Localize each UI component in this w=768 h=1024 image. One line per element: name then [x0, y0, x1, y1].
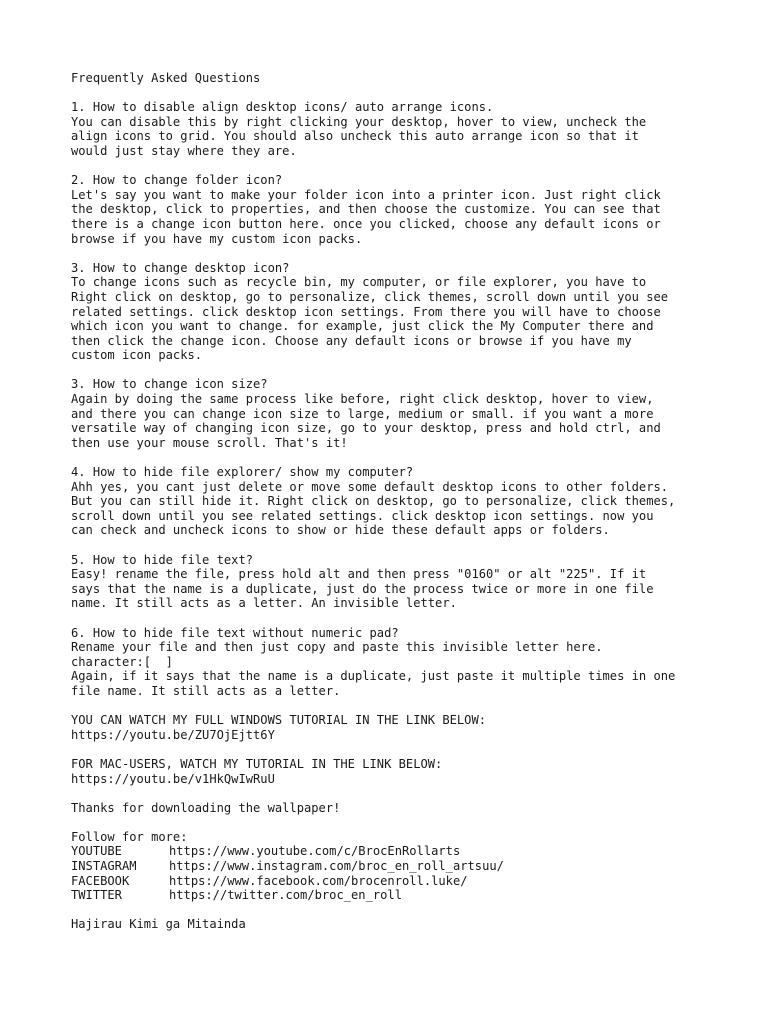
windows-tutorial [71, 713, 751, 742]
spacer [71, 815, 751, 830]
spacer [71, 611, 751, 626]
faq-item-3 [71, 261, 751, 363]
faq-item-7 [71, 626, 751, 699]
spacer [71, 699, 751, 714]
spacer [71, 538, 751, 553]
spacer [71, 786, 751, 801]
faq-question: 3. How to change icon size? [71, 377, 268, 392]
faq-question: 6. How to hide file text without numeric pad? [71, 625, 399, 640]
mac-tutorial-link[interactable]: https://youtu.be/v1HkQwIwRuU [71, 771, 275, 786]
faq-question: 2. How to change folder icon? [71, 173, 283, 188]
windows-tutorial-link[interactable]: https://youtu.be/ZU7OjEjtt6Y [71, 727, 275, 742]
social-name: INSTAGRAM [71, 859, 137, 874]
faq-answer-line: browse if you have my custom icon packs. [71, 231, 363, 246]
instagram-link[interactable]: https://www.instagram.com/broc_en_roll_artsuu/ [169, 859, 504, 874]
mac-tutorial-text: FOR MAC-USERS, WATCH MY TUTORIAL IN THE LINK BELOW: [71, 756, 443, 771]
faq-question: 4. How to hide file explorer/ show my computer? [71, 465, 414, 480]
faq-answer-line: would just stay where they are. [71, 143, 297, 158]
faq-answer-line: Let's say you want to make your folder icon into a printer icon. Just right click [71, 187, 661, 202]
mac-tutorial [71, 757, 751, 786]
faq-answer-line: then use your mouse scroll. That's it! [71, 435, 348, 450]
social-row-youtube [71, 844, 751, 859]
faq-item-1 [71, 100, 751, 158]
faq-answer-line: which icon you want to change. for example, just click the My Computer there and [71, 319, 654, 334]
faq-answer-line: Again by doing the same process like before, right click desktop, hover to view, [71, 392, 654, 407]
signoff: Hajirau Kimi ga Mitainda [71, 917, 246, 932]
faq-answer-line: To change icons such as recycle bin, my computer, or file explorer, you have to [71, 275, 647, 290]
faq-question: 5. How to hide file text? [71, 552, 254, 567]
faq-answer-line: Ahh yes, you cant just delete or move some default desktop icons to other folders. [71, 479, 669, 494]
faq-answer-line: Rename your file and then just copy and paste this invisible letter here. [71, 640, 603, 655]
faq-answer-line: related settings. click desktop icon settings. From there you will have to choose [71, 304, 661, 319]
spacer [71, 363, 751, 378]
follow-heading: Follow for more: [71, 829, 188, 844]
spacer [71, 903, 751, 918]
faq-answer-line: there is a change icon button here. once you clicked, choose any default icons or [71, 216, 661, 231]
faq-answer-line: can check and uncheck icons to show or hide these default apps or folders. [71, 523, 610, 538]
spacer [71, 159, 751, 174]
faq-answer-line: Right click on desktop, go to personalize, click themes, scroll down until you see [71, 289, 669, 304]
faq-answer-line: Again, if it says that the name is a duplicate, just paste it multiple times in one [71, 669, 676, 684]
social-name: TWITTER [71, 888, 122, 903]
faq-answer-line: Easy! rename the file, press hold alt and then press "0160" or alt "225". If it [71, 567, 647, 582]
document-page [71, 71, 751, 932]
faq-question: 1. How to disable align desktop icons/ auto arrange icons. [71, 100, 494, 115]
spacer [71, 86, 751, 101]
faq-item-2 [71, 173, 751, 246]
faq-answer-line: the desktop, click to properties, and then choose the customize. You can see that [71, 202, 661, 217]
youtube-link[interactable]: https://www.youtube.com/c/BrocEnRollarts [169, 844, 461, 859]
social-name: YOUTUBE [71, 844, 122, 859]
faq-answer-line: You can disable this by right clicking your desktop, hover to view, uncheck the [71, 114, 647, 129]
faq-item-5 [71, 465, 751, 538]
faq-answer-line: scroll down until you see related settings. click desktop icon settings. now you [71, 508, 654, 523]
invisible-character-line[interactable]: character:[ ] [71, 654, 173, 669]
social-row-facebook [71, 874, 751, 889]
faq-answer-line: But you can still hide it. Right click on desktop, go to personalize, click themes, [71, 494, 676, 509]
social-row-twitter [71, 888, 751, 903]
document-title: Frequently Asked Questions [71, 71, 261, 85]
faq-answer-line: align icons to grid. You should also uncheck this auto arrange icon so that it [71, 129, 639, 144]
social-name: FACEBOOK [71, 873, 130, 888]
faq-answer-line: and there you can change icon size to large, medium or small. if you want a more [71, 406, 654, 421]
faq-answer-line: name. It still acts as a letter. An invisible letter. [71, 596, 457, 611]
faq-item-6 [71, 553, 751, 611]
faq-answer-line: file name. It still acts as a letter. [71, 683, 341, 698]
windows-tutorial-text: YOU CAN WATCH MY FULL WINDOWS TUTORIAL IN THE LINK BELOW: [71, 713, 487, 728]
faq-answer-line: then click the change icon. Choose any default icons or browse if you have my [71, 333, 632, 348]
faq-answer-line: says that the name is a duplicate, just do the process twice or more in one file [71, 581, 654, 596]
follow-section [71, 830, 751, 903]
spacer [71, 246, 751, 261]
faq-answer-line: custom icon packs. [71, 348, 203, 363]
facebook-link[interactable]: https://www.facebook.com/brocenroll.luke/ [169, 873, 468, 888]
twitter-link[interactable]: https://twitter.com/broc_en_roll [169, 888, 402, 903]
social-row-instagram [71, 859, 751, 874]
faq-question: 3. How to change desktop icon? [71, 260, 290, 275]
faq-answer-line: versatile way of changing icon size, go to your desktop, press and hold ctrl, and [71, 421, 661, 436]
spacer [71, 742, 751, 757]
spacer [71, 450, 751, 465]
faq-item-4 [71, 377, 751, 450]
thanks-message: Thanks for downloading the wallpaper! [71, 800, 341, 815]
